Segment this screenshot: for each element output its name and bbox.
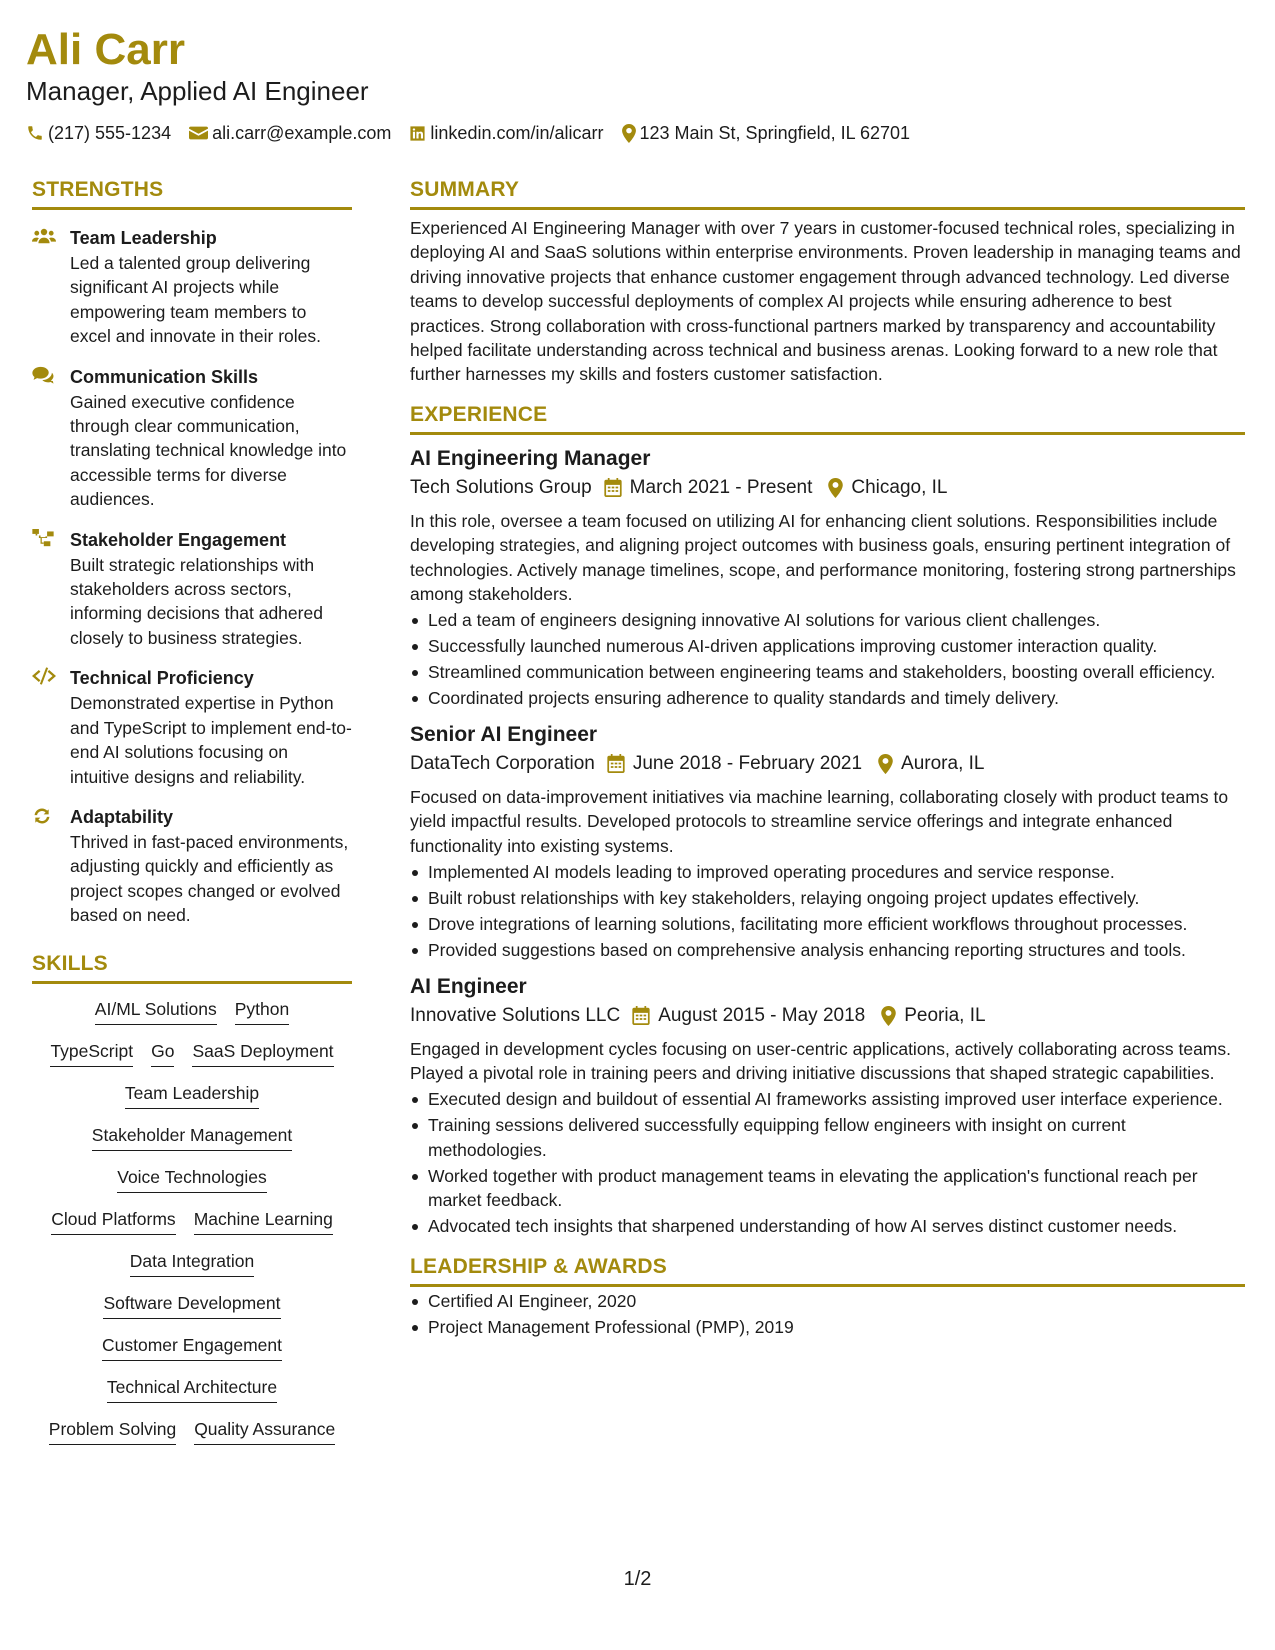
job-bullet: Led a team of engineers designing innovative AI solutions for various client challenges. [410, 608, 1245, 632]
contact-linkedin[interactable] [409, 122, 603, 144]
skill-row [32, 1208, 352, 1235]
map-marker-icon [881, 1006, 896, 1026]
awards-rule [410, 1284, 1245, 1287]
contact-bar [26, 122, 1249, 144]
job-company: Tech Solutions Group [410, 476, 592, 498]
experience-list [410, 445, 1245, 1239]
skill-tag: Machine Learning [194, 1208, 333, 1235]
skill-tag: Quality Assurance [194, 1418, 335, 1445]
skill-tag: Problem Solving [49, 1418, 176, 1445]
strength-title: Team Leadership [70, 228, 217, 248]
strength-desc: Built strategic relationships with stakeholders across sectors, informing decisions that adhered closely to business strategies. [70, 554, 323, 648]
strength-title: Stakeholder Engagement [70, 529, 287, 550]
strengths-heading: STRENGTHS [32, 178, 164, 201]
skill-row [32, 1124, 352, 1151]
comments-icon [32, 366, 54, 384]
map-marker-icon [828, 478, 843, 498]
skill-tag: Voice Technologies [117, 1166, 267, 1193]
skill-tag: AI/ML Solutions [95, 998, 217, 1025]
job-meta [410, 751, 1245, 777]
skill-tag: Software Development [103, 1292, 280, 1319]
job-company: DataTech Corporation [410, 752, 595, 774]
job-title: AI Engineer [410, 974, 527, 998]
skill-tag: Technical Architecture [107, 1376, 277, 1403]
skill-row [32, 1166, 352, 1193]
job-title: Senior AI Engineer [410, 722, 598, 746]
skill-row [32, 1334, 352, 1361]
job-location: Chicago, IL [851, 476, 948, 498]
job-meta [410, 475, 1245, 501]
skill-row [32, 1292, 352, 1319]
job-description: Focused on data-improvement initiatives via machine learning, collaborating closely with product teams to yield impactful results. Developed protocols to streamline service offerings and integrate enhanced functionality into existing systems. [410, 786, 1229, 856]
strength-title: Technical Proficiency [70, 668, 254, 689]
job-dates: June 2018 - February 2021 [632, 752, 863, 774]
contact-address [622, 122, 911, 144]
job-bullet: Streamlined communication between engineering teams and stakeholders, boosting overall efficiency. [410, 660, 1245, 684]
job-dates: August 2015 - May 2018 [658, 1004, 866, 1026]
skill-tag: Customer Engagement [102, 1334, 282, 1361]
awards-heading: LEADERSHIP & AWARDS [410, 1254, 667, 1278]
job-bullets [410, 608, 1245, 710]
job-company: Innovative Solutions LLC [410, 1004, 621, 1026]
right-column [410, 176, 1245, 1341]
job-meta [410, 1003, 1245, 1029]
skill-row [32, 1418, 352, 1445]
strength-item [32, 226, 352, 349]
job-bullet: Executed design and buildout of essential AI frameworks assisting improved user interface experience. [410, 1087, 1245, 1111]
skill-tag: Team Leadership [125, 1082, 259, 1109]
map-marker-icon [878, 754, 893, 774]
awards-list [410, 1289, 1245, 1339]
job-bullet: Coordinated projects ensuring adherence to quality standards and timely delivery. [410, 686, 1245, 710]
strength-desc: Gained executive confidence through clear communication, translating technical knowledge into accessible terms for diverse audiences. [70, 391, 347, 510]
job-bullets [410, 1087, 1245, 1238]
strengths-rule [32, 207, 352, 210]
email-text: ali.carr@example.com [212, 123, 392, 143]
strength-desc: Demonstrated expertise in Python and TypeScript to implement end-to-end AI solutions focusing on intuitive designs and reliability. [70, 693, 352, 787]
skill-row [32, 1250, 352, 1277]
skill-row [32, 998, 352, 1025]
phone-text: (217) 555-1234 [48, 123, 172, 143]
calendar-icon [632, 1006, 650, 1025]
award-item: Certified AI Engineer, 2020 [410, 1289, 1245, 1313]
skills-rule [32, 981, 352, 984]
experience-heading: EXPERIENCE [410, 402, 548, 426]
candidate-name: Ali Carr [26, 25, 185, 74]
strength-item [32, 365, 352, 512]
users-icon [32, 227, 56, 245]
left-column [32, 176, 352, 1460]
job-dates: March 2021 - Present [629, 476, 813, 498]
strength-item [32, 805, 352, 928]
envelope-icon [189, 125, 208, 141]
map-marker-icon [622, 124, 636, 143]
skill-row [32, 1376, 352, 1403]
job-bullet: Advocated tech insights that sharpened understanding of how AI serves distinct customer needs. [410, 1214, 1245, 1238]
skill-tag: TypeScript [50, 1040, 133, 1067]
sitemap-icon [32, 529, 54, 547]
contact-email[interactable] [189, 122, 391, 144]
strength-desc: Thrived in fast-paced environments, adjusting quickly and efficiently as project scopes changed or evolved based on need. [70, 831, 349, 926]
award-item: Project Management Professional (PMP), 2019 [410, 1315, 1245, 1339]
strength-item [32, 528, 352, 651]
linkedin-icon [409, 125, 426, 142]
skill-tag: SaaS Deployment [192, 1040, 333, 1067]
calendar-icon [604, 478, 622, 497]
summary-heading: SUMMARY [410, 178, 520, 201]
strength-title: Adaptability [70, 806, 174, 827]
job-title: AI Engineering Manager [410, 446, 651, 470]
job-location: Aurora, IL [901, 752, 985, 774]
skills-list [32, 998, 352, 1445]
page-number: 1/2 [623, 1568, 652, 1590]
job-description: Engaged in development cycles focusing on user-centric applications, actively collaborating across teams. Played a pivotal role in training peers and driving initiative discussions that shaped strategic capabilities. [410, 1038, 1231, 1083]
code-icon [32, 667, 56, 685]
phone-icon [26, 124, 44, 142]
summary-rule [410, 207, 1245, 210]
skill-tag: Data Integration [130, 1250, 255, 1277]
job-bullet: Drove integrations of learning solutions, facilitating more efficient workflows throughout processes. [410, 912, 1245, 936]
job-bullet: Provided suggestions based on comprehensive analysis enhancing reporting structures and tools. [410, 938, 1245, 962]
refresh-icon [32, 806, 52, 826]
address-text: 123 Main St, Springfield, IL 62701 [639, 123, 911, 143]
experience-rule [410, 432, 1245, 435]
strength-desc: Led a talented group delivering significant AI projects while empowering team members to excel and innovate in their roles. [70, 253, 321, 347]
skill-row [32, 1082, 352, 1109]
skills-heading: SKILLS [32, 951, 108, 975]
candidate-title: Manager, Applied AI Engineer [26, 76, 369, 106]
job-entry [410, 721, 1245, 963]
job-entry [410, 973, 1245, 1239]
skill-tag: Go [151, 1040, 174, 1067]
job-bullet: Implemented AI models leading to improved operating procedures and service response. [410, 860, 1245, 884]
job-bullet: Successfully launched numerous AI-driven applications improving customer interaction quality. [410, 634, 1245, 658]
linkedin-text: linkedin.com/in/alicarr [430, 123, 604, 143]
job-description: In this role, oversee a team focused on utilizing AI for enhancing client solutions. Responsibilities include developing strategies, and aligning project outcomes with business goals, ensuring pertinent integration of technologies. Actively manage timelines, scope, and performance monitoring, fostering strong partnerships among stakeholders. [410, 510, 1236, 605]
calendar-icon [607, 754, 625, 773]
resume-header [26, 26, 1249, 144]
job-bullet: Worked together with product management teams in elevating the application's functional reach per market feedback. [410, 1164, 1245, 1213]
job-bullet: Built robust relationships with key stakeholders, relaying ongoing project updates effectively. [410, 886, 1245, 910]
strength-item [32, 666, 352, 789]
skill-tag: Stakeholder Management [92, 1124, 292, 1151]
job-bullet: Training sessions delivered successfully equipping fellow engineers with insight on current methodologies. [410, 1113, 1245, 1162]
skill-row [32, 1040, 352, 1067]
job-bullets [410, 860, 1245, 962]
job-entry [410, 445, 1245, 711]
summary-text: Experienced AI Engineering Manager with over 7 years in customer-focused technical roles, specializing in deploying AI and SaaS solutions within enterprise environments. Proven leadership in managing teams and driving innovative projects that enhance customer engagement through advanced technology. Led diverse teams to develop successful deployments of complex AI projects while ensuring adherence to best practices. Strong collaboration with cross-functional partners marked by transparency and accountability helped facilitate understanding across technical and business arenas. Looking forward to a new role that further harnesses my skills and fosters customer satisfaction. [410, 218, 1241, 385]
skill-tag: Cloud Platforms [51, 1208, 176, 1235]
contact-phone[interactable] [26, 122, 171, 144]
skill-tag: Python [235, 998, 289, 1025]
strength-title: Communication Skills [70, 366, 259, 387]
job-location: Peoria, IL [904, 1004, 986, 1026]
